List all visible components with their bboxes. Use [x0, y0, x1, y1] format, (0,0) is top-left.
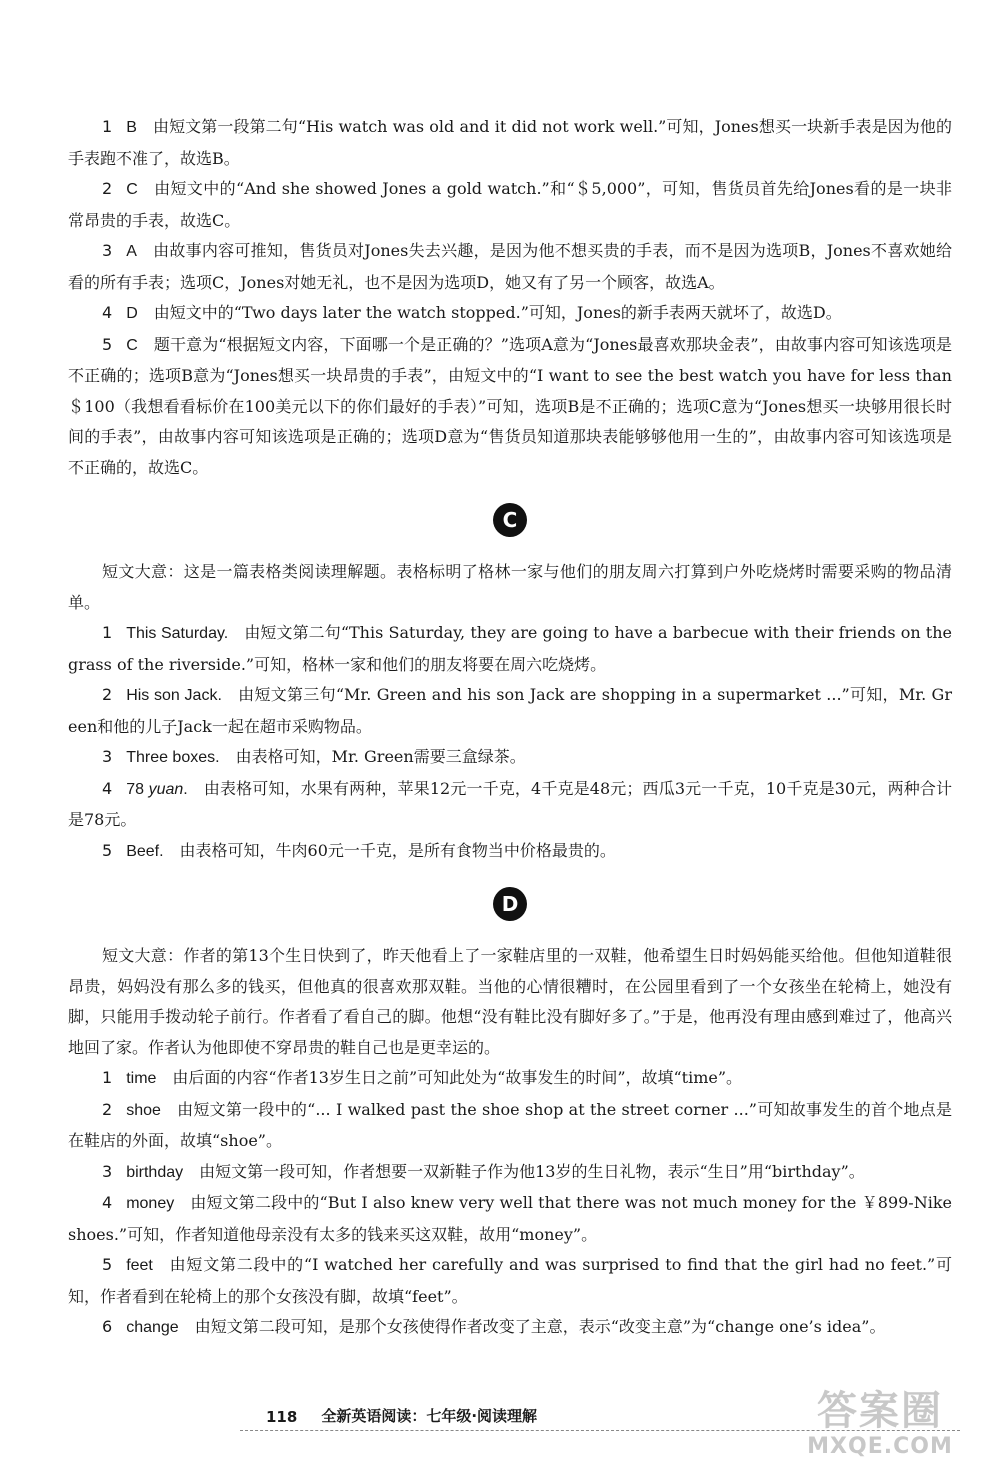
- answer-c-5: 5 Beef. 由表格可知，牛肉60元一千克，是所有食物当中价格最贵的。: [102, 840, 616, 860]
- section-d-header: [68, 867, 952, 941]
- book-title: 全新英语阅读：七年级·阅读理解: [321, 1407, 538, 1425]
- answer-b-3: 3 A 由故事内容可推知，售货员对Jones失去兴趣，是因为他不想买贵的手表，而不是因为选项B，Jones不喜欢她给看的所有手表；选项C，Jones对她无礼，也不是因为选项D，她又有了另一个顾客，故选A。: [68, 241, 952, 292]
- answer-d-6: 6 change 由短文第二段可知，是那个女孩使得作者改变了主意，表示“改变主意”为“change one’s idea”。: [102, 1317, 886, 1336]
- section-c-summary: 短文大意：这是一篇表格类阅读理解题。表格标明了格林一家与他们的朋友周六打算到户外吃烧烤时需要采购的物品清单。: [68, 562, 952, 612]
- watermark: [780, 1388, 980, 1468]
- answer-b-5: 5 C 题干意为“根据短文内容，下面哪一个是正确的？”选项A意为“Jones最喜欢那块金表”，由故事内容可知该选项是不正确的；选项B意为“Jones想买一块昂贵的手表”，由短文中的“I want to see the best watch you have for less than ＄100（我想看看标价在100美元以下的你们最好的手表）”可知，选项B是不正确的；选项C意为“Jones想买一块够用很长时间的手表”，由故事内容可知该选项是正确的；选项D意为“售货员知道那块表能够够他用一生的”，由故事内容可知该选项是不正确的，故选C。: [68, 334, 952, 477]
- answer-c-3: 3 Three boxes. 由表格可知，Mr. Green需要三盒绿茶。: [102, 747, 526, 766]
- answer-c-2: 2 His son Jack. 由短文第三句“Mr. Green and his son Jack are shopping in a supermarket ...”可知，Mr. Green和他的儿子Jack一起在超市采购物品。: [68, 685, 952, 736]
- answer-d-1: 1 time 由后面的内容“作者13岁生日之前”可知此处为“故事发生的时间”，故填“time”。: [102, 1068, 743, 1087]
- page-number: 118: [266, 1408, 298, 1426]
- watermark-logo: 答案圈: [817, 1388, 943, 1434]
- answer-d-4: 4 money 由短文第二段中的“But I also knew very well that there was not much money for the ￥899-Nike shoes.”可知，作者知道他母亲没有太多的钱来买这双鞋，故用“money”。: [68, 1193, 952, 1244]
- answer-d-2: 2 shoe 由短文第一段中的“... I walked past the shoe shop at the street corner ...”可知故事发生的首个地点是在鞋店的外面，故填“shoe”。: [68, 1099, 952, 1150]
- watermark-url: MXQE.COM: [807, 1434, 953, 1459]
- answer-b-4: 4 D 由短文中的“Two days later the watch stopped.”可知，Jones的新手表两天就坏了，故选D。: [102, 303, 842, 322]
- section-d-badge: D: [493, 887, 527, 921]
- answer-c-4: 4 78 yuan. 由表格可知，水果有两种，苹果12元一千克，4千克是48元；西瓜3元一千克，10千克是30元，两种合计是78元。: [68, 778, 952, 829]
- answer-d-5: 5 feet 由短文第二段中的“I watched her carefully and was surprised to find that the girl had no feet.”可知，作者看到在轮椅上的那个女孩没有脚，故填“feet”。: [68, 1255, 952, 1306]
- section-c-badge: C: [493, 503, 527, 537]
- page-content: [68, 112, 952, 1344]
- section-d-summary: 短文大意：作者的第13个生日快到了，昨天他看上了一家鞋店里的一双鞋，他希望生日时妈妈能买给他。但他知道鞋很昂贵，妈妈没有那么多的钱买，但他真的很喜欢那双鞋。当他的心情很糟时，在公园里看到了一个女孩坐在轮椅上，她没有脚，只能用手拨动轮子前行。作者看了看自己的脚。他想“没有鞋比没有脚好多了。”于是，他再没有理由感到难过了，他高兴地回了家。作者认为他即使不穿昂贵的鞋自己也是更幸运的。: [68, 946, 952, 1057]
- answer-d-3: 3 birthday 由短文第一段可知，作者想要一双新鞋子作为他13岁的生日礼物，表示“生日”用“birthday”。: [102, 1161, 865, 1181]
- answer-b-2: 2 C 由短文中的“And she showed Jones a gold watch.”和“＄5,000”，可知，售货员首先给Jones看的是一块非常昂贵的手表，故选C。: [68, 179, 952, 230]
- section-c-header: [68, 483, 952, 557]
- answer-b-1: 1 B 由短文第一段第二句“His watch was old and it did not work well.”可知，Jones想买一块新手表是因为他的手表跑不准了，故选B。: [68, 117, 952, 168]
- answer-c-1: 1 This Saturday. 由短文第二句“This Saturday, they are going to have a barbecue with their friends on the grass of the riverside.”可知，格林一家和他们的朋友将要在周六吃烧烤。: [68, 623, 953, 674]
